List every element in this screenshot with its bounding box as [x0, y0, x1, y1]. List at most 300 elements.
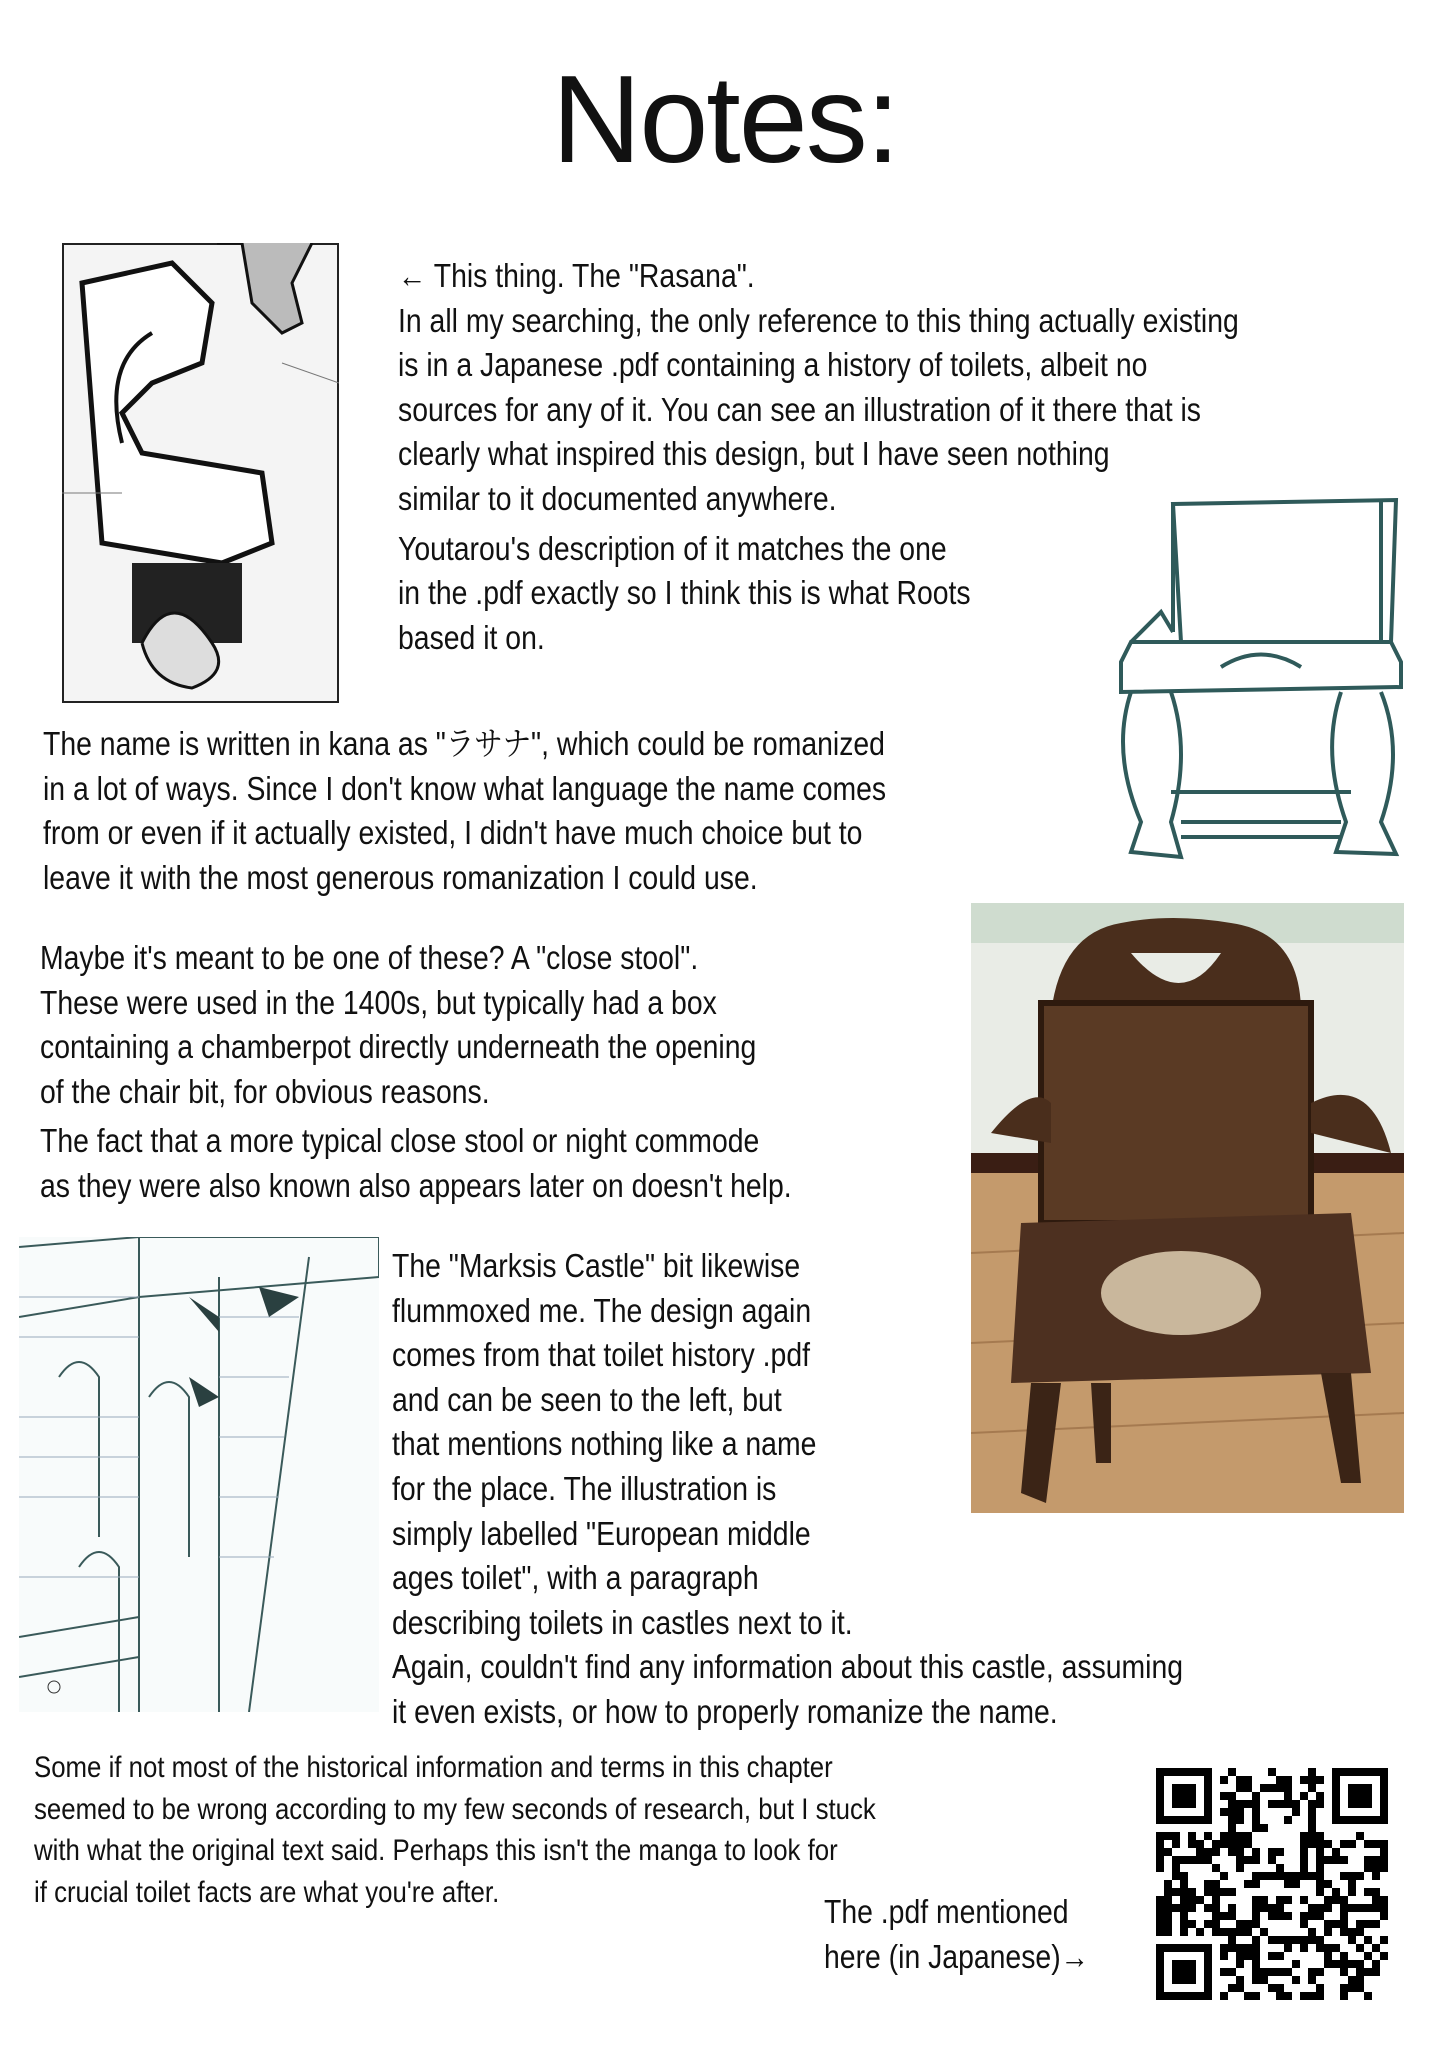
qr-module	[1156, 1920, 1164, 1928]
qr-module	[1348, 1888, 1356, 1896]
qr-module	[1236, 1816, 1244, 1824]
qr-module	[1188, 1832, 1196, 1840]
text-line: Maybe it's meant to be one of these? A "close stool".	[40, 939, 699, 976]
qr-module	[1348, 1984, 1356, 1992]
qr-module	[1380, 1864, 1388, 1872]
qr-module	[1156, 1896, 1164, 1904]
qr-module	[1228, 1968, 1236, 1976]
qr-module	[1340, 1840, 1348, 1848]
qr-module	[1380, 1912, 1388, 1920]
qr-module	[1356, 1832, 1364, 1840]
text-line: based it on.	[398, 618, 545, 656]
qr-module	[1164, 1880, 1172, 1888]
qr-module	[1284, 1792, 1292, 1800]
qr-module	[1300, 1936, 1308, 1944]
qr-module	[1220, 1944, 1228, 1952]
qr-module	[1324, 1896, 1332, 1904]
qr-module	[1372, 1920, 1380, 1928]
qr-module	[1180, 1912, 1188, 1920]
qr-module	[1292, 1872, 1300, 1880]
qr-module	[1252, 1800, 1260, 1808]
qr-module	[1356, 1960, 1364, 1968]
qr-module	[1316, 1800, 1324, 1808]
qr-module	[1316, 1872, 1324, 1880]
qr-module	[1276, 1848, 1284, 1856]
qr-module	[1364, 1856, 1372, 1864]
qr-module	[1164, 1904, 1172, 1912]
qr-module	[1316, 1984, 1324, 1992]
qr-module	[1172, 1960, 1196, 1984]
qr-module	[1364, 1904, 1372, 1912]
qr-module	[1164, 1848, 1172, 1856]
qr-module	[1364, 1840, 1372, 1848]
qr-module	[1252, 1960, 1260, 1968]
qr-module	[1300, 1992, 1308, 2000]
qr-module	[1228, 1816, 1236, 1824]
qr-module	[1220, 1888, 1228, 1896]
qr-module	[1356, 1920, 1364, 1928]
qr-module	[1276, 1864, 1284, 1872]
qr-module	[1228, 1888, 1236, 1896]
qr-module	[1268, 1848, 1276, 1856]
qr-module	[1236, 1984, 1244, 1992]
qr-module	[1220, 1928, 1228, 1936]
qr-module	[1204, 1904, 1212, 1912]
page-title: Notes:	[551, 51, 899, 189]
qr-module	[1348, 1960, 1356, 1968]
qr-module	[1204, 1880, 1212, 1888]
qr-module	[1268, 1936, 1276, 1944]
qr-module	[1164, 1912, 1172, 1920]
qr-module	[1236, 1960, 1244, 1968]
qr-module	[1324, 1928, 1332, 1936]
qr-module	[1188, 1920, 1196, 1928]
qr-module	[1364, 1952, 1372, 1960]
qr-module	[1340, 1960, 1348, 1968]
text-line: Some if not most of the historical information and terms in this chapter	[34, 1751, 833, 1784]
qr-module	[1252, 1920, 1260, 1928]
text-line: is in a Japanese .pdf containing a history of toilets, albeit no	[398, 346, 1148, 384]
qr-module	[1236, 1800, 1244, 1808]
text-line: clearly what inspired this design, but I have seen nothing	[398, 435, 1110, 473]
qr-module	[1364, 1968, 1372, 1976]
qr-module	[1252, 1848, 1260, 1856]
qr-module	[1172, 1856, 1180, 1864]
qr-module	[1284, 1816, 1292, 1824]
qr-module	[1316, 1944, 1324, 1952]
qr-module	[1268, 1784, 1276, 1792]
qr-module	[1172, 1864, 1180, 1872]
text-line: Again, couldn't find any information about this castle, assuming	[392, 1648, 1184, 1686]
qr-module	[1260, 1928, 1268, 1936]
qr-module	[1164, 1888, 1172, 1896]
qr-module	[1204, 1832, 1212, 1840]
text-line: containing a chamberpot directly underneath the opening	[40, 1028, 757, 1066]
qr-module	[1348, 1904, 1356, 1912]
qr-module	[1316, 1792, 1324, 1800]
qr-module	[1316, 1856, 1324, 1864]
qr-module	[1348, 1880, 1356, 1888]
qr-module	[1276, 1936, 1284, 1944]
qr-module	[1212, 1840, 1220, 1848]
qr-module	[1228, 1848, 1236, 1856]
qr-module	[1364, 1992, 1372, 2000]
qr-module	[1340, 1896, 1348, 1904]
qr-module	[1276, 1968, 1284, 1976]
qr-module	[1380, 1896, 1388, 1904]
qr-module	[1212, 1904, 1220, 1912]
qr-module	[1212, 1888, 1220, 1896]
text-line: for the place. The illustration is	[392, 1469, 777, 1507]
qr-module	[1284, 1912, 1292, 1920]
qr-module	[1180, 1928, 1188, 1936]
text-line: here (in Japanese)→	[824, 1937, 1090, 1975]
qr-module	[1228, 1808, 1236, 1816]
rasana-illustration	[1111, 492, 1405, 868]
qr-module	[1252, 1944, 1260, 1952]
text-line: The "Marksis Castle" bit likewise	[392, 1247, 801, 1284]
qr-module	[1220, 1792, 1228, 1800]
qr-module	[1260, 1824, 1268, 1832]
qr-module	[1236, 1928, 1244, 1936]
text-line: sources for any of it. You can see an illustration of it there that is	[398, 390, 1201, 428]
qr-module	[1316, 1992, 1324, 2000]
qr-module	[1188, 1904, 1196, 1912]
qr-module	[1212, 1864, 1220, 1872]
qr-module	[1220, 1832, 1228, 1840]
qr-module	[1228, 1984, 1236, 1992]
qr-module	[1212, 1880, 1220, 1888]
qr-module	[1316, 1864, 1324, 1872]
qr-module	[1212, 1912, 1220, 1920]
qr-module	[1292, 1880, 1300, 1888]
qr-module	[1196, 1840, 1204, 1848]
qr-module	[1324, 1920, 1332, 1928]
qr-module	[1228, 1840, 1236, 1848]
qr-module	[1228, 1800, 1236, 1808]
qr-module	[1324, 1856, 1332, 1864]
qr-module	[1156, 1912, 1164, 1920]
qr-module	[1276, 1776, 1284, 1784]
qr-module	[1236, 1808, 1244, 1816]
qr-module	[1316, 1832, 1324, 1840]
qr-module	[1268, 1952, 1276, 1960]
text-line: as they were also known also appears later on doesn't help.	[40, 1166, 792, 1204]
qr-module	[1300, 1832, 1308, 1840]
qr-module	[1300, 1896, 1308, 1904]
qr-module	[1196, 1848, 1204, 1856]
qr-module	[1292, 1808, 1300, 1816]
qr-module	[1212, 1848, 1220, 1856]
qr-module	[1172, 1888, 1180, 1896]
qr-module	[1316, 1888, 1324, 1896]
qr-module	[1340, 1968, 1348, 1976]
qr-module	[1252, 1904, 1260, 1912]
qr-module	[1220, 1912, 1228, 1920]
qr-module	[1300, 1856, 1308, 1864]
text-line: comes from that toilet history .pdf	[392, 1336, 810, 1374]
qr-module	[1300, 1840, 1308, 1848]
qr-module	[1268, 1984, 1276, 1992]
qr-module	[1356, 1976, 1364, 1984]
qr-module	[1324, 1904, 1332, 1912]
qr-module	[1284, 1992, 1292, 2000]
qr-module	[1308, 1824, 1316, 1832]
qr-module	[1252, 1872, 1260, 1880]
qr-module	[1380, 1840, 1388, 1848]
qr-module	[1308, 1992, 1316, 2000]
close-stool-notes	[40, 936, 792, 1209]
qr-module	[1196, 1856, 1204, 1864]
qr-module	[1316, 1776, 1324, 1784]
qr-module	[1252, 1896, 1260, 1904]
qr-module	[1252, 1824, 1260, 1832]
qr-module	[1204, 1920, 1212, 1928]
qr-module	[1300, 1912, 1308, 1920]
qr-module	[1284, 1968, 1292, 1976]
qr-module	[1276, 1952, 1284, 1960]
qr-module	[1300, 1920, 1308, 1928]
qr-module	[1308, 1784, 1316, 1792]
qr-module	[1300, 1848, 1308, 1856]
qr-module	[1260, 1784, 1268, 1792]
qr-module	[1356, 1928, 1364, 1936]
qr-module	[1284, 1936, 1292, 1944]
qr-module	[1252, 1808, 1260, 1816]
qr-module	[1236, 1920, 1244, 1928]
qr-module	[1244, 1776, 1252, 1784]
manga-panel-image	[62, 243, 339, 703]
qr-module	[1324, 1840, 1332, 1848]
qr-module	[1284, 1944, 1292, 1952]
qr-module	[1372, 1904, 1380, 1912]
qr-module	[1180, 1888, 1188, 1896]
text-line: from or even if it actually existed, I didn't have much choice but to	[43, 814, 863, 852]
qr-module	[1340, 1904, 1348, 1912]
qr-module	[1260, 1872, 1268, 1880]
qr-module	[1172, 1832, 1180, 1840]
qr-module	[1356, 1984, 1364, 1992]
qr-module	[1332, 1848, 1340, 1856]
qr-module	[1188, 1856, 1196, 1864]
qr-module	[1324, 1880, 1332, 1888]
text-line: it even exists, or how to properly romanize the name.	[392, 1692, 1058, 1730]
qr-module	[1324, 1944, 1332, 1952]
qr-module	[1348, 1872, 1356, 1880]
qr-module	[1316, 1840, 1324, 1848]
qr-module	[1164, 1920, 1172, 1928]
qr-module	[1156, 1864, 1164, 1872]
qr-module	[1276, 1984, 1284, 1992]
text-line: These were used in the 1400s, but typically had a box	[40, 983, 717, 1021]
qr-module	[1244, 1928, 1252, 1936]
qr-module	[1244, 1784, 1252, 1792]
text-line: The fact that a more typical close stool or night commode	[40, 1122, 760, 1160]
qr-module	[1292, 1976, 1300, 1984]
qr-module	[1156, 1840, 1164, 1848]
qr-module	[1204, 1888, 1212, 1896]
qr-module	[1220, 1840, 1228, 1848]
kana-name-notes	[43, 722, 886, 900]
qr-module	[1244, 1800, 1252, 1808]
qr-module	[1364, 1888, 1372, 1896]
qr-module	[1356, 1904, 1364, 1912]
qr-module	[1252, 1968, 1260, 1976]
qr-module	[1348, 1936, 1356, 1944]
qr-module	[1348, 1784, 1372, 1808]
qr-module	[1196, 1896, 1204, 1904]
qr-module	[1228, 1912, 1236, 1920]
qr-module	[1268, 1904, 1276, 1912]
qr-module	[1300, 1864, 1308, 1872]
qr-module	[1372, 1864, 1380, 1872]
qr-module	[1308, 1912, 1316, 1920]
qr-module	[1348, 1840, 1356, 1848]
qr-module	[1316, 1936, 1324, 1944]
qr-module	[1244, 1992, 1252, 2000]
qr-module	[1332, 1888, 1340, 1896]
qr-module	[1260, 1968, 1268, 1976]
qr-module	[1332, 1944, 1340, 1952]
qr-module	[1324, 1960, 1332, 1968]
qr-module	[1180, 1880, 1188, 1888]
qr-module	[1244, 1880, 1252, 1888]
qr-module	[1156, 1928, 1164, 1936]
qr-module	[1332, 1856, 1340, 1864]
qr-module	[1260, 1896, 1268, 1904]
qr-module	[1348, 1976, 1356, 1984]
qr-module	[1252, 1952, 1260, 1960]
qr-module	[1236, 1832, 1244, 1840]
qr-module	[1236, 1944, 1244, 1952]
qr-module	[1244, 1952, 1252, 1960]
text-line: in a lot of ways. Since I don't know what language the name comes	[43, 769, 887, 807]
qr-module	[1220, 1808, 1228, 1816]
qr-module	[1156, 1856, 1164, 1864]
qr-module	[1316, 1904, 1324, 1912]
qr-module	[1244, 1920, 1252, 1928]
qr-module	[1252, 1880, 1260, 1888]
text-line: that mentions nothing like a name	[392, 1425, 817, 1463]
qr-module	[1252, 1856, 1260, 1864]
qr-module	[1340, 1928, 1348, 1936]
qr-module	[1340, 1920, 1348, 1928]
qr-module	[1236, 1976, 1244, 1984]
qr-module	[1244, 1944, 1252, 1952]
qr-module	[1228, 1936, 1236, 1944]
castle-toilet-illustration	[19, 1237, 379, 1712]
qr-module	[1204, 1848, 1212, 1856]
qr-module	[1356, 1968, 1364, 1976]
qr-module	[1308, 1872, 1316, 1880]
qr-module	[1364, 1864, 1372, 1872]
qr-module	[1228, 1792, 1236, 1800]
qr-module	[1252, 1912, 1260, 1920]
text-line: Youtarou's description of it matches the one	[398, 529, 947, 567]
qr-module	[1228, 1824, 1236, 1832]
qr-module	[1292, 1936, 1300, 1944]
qr-module	[1228, 1904, 1236, 1912]
text-line: ages toilet", with a paragraph	[392, 1559, 759, 1597]
qr-module	[1236, 1776, 1244, 1784]
qr-module	[1284, 1880, 1292, 1888]
qr-module	[1356, 1944, 1364, 1952]
qr-module	[1332, 1920, 1340, 1928]
qr-module	[1260, 1904, 1268, 1912]
qr-module	[1308, 1928, 1316, 1936]
qr-module	[1340, 1984, 1348, 1992]
qr-module	[1156, 1832, 1164, 1840]
qr-module	[1308, 1776, 1316, 1784]
text-line: simply labelled "European middle	[392, 1514, 811, 1552]
qr-module	[1180, 1920, 1188, 1928]
qr-module	[1300, 1872, 1308, 1880]
text-line: The name is written in kana as "ラサナ", which could be romanized	[43, 725, 885, 762]
qr-module	[1308, 1840, 1316, 1848]
qr-module	[1212, 1928, 1220, 1936]
qr-module	[1172, 1784, 1196, 1808]
text-line: flummoxed me. The design again	[392, 1291, 812, 1329]
qr-module	[1372, 1840, 1380, 1848]
qr-module	[1236, 1848, 1244, 1856]
qr-module	[1268, 1768, 1276, 1776]
qr-module	[1252, 1992, 1260, 2000]
qr-module	[1340, 1952, 1348, 1960]
text-line: if crucial toilet facts are what you're after.	[34, 1875, 500, 1909]
castle-notes	[392, 1244, 1183, 1735]
qr-module	[1308, 1976, 1316, 1984]
text-line: and can be seen to the left, but	[392, 1380, 782, 1418]
qr-module	[1380, 1936, 1388, 1944]
qr-module	[1276, 1800, 1284, 1808]
qr-module	[1204, 1856, 1212, 1864]
qr-module	[1308, 1816, 1316, 1824]
qr-module	[1196, 1928, 1204, 1936]
qr-module	[1372, 1960, 1380, 1968]
qr-module	[1300, 1776, 1308, 1784]
qr-module	[1300, 1944, 1308, 1952]
qr-module	[1316, 1880, 1324, 1888]
qr-module	[1300, 1792, 1308, 1800]
qr-module	[1276, 1872, 1284, 1880]
text-line: similar to it documented anywhere.	[398, 479, 837, 517]
qr-module	[1228, 1768, 1236, 1776]
qr-module	[1156, 1848, 1164, 1856]
qr-module	[1276, 1992, 1284, 2000]
qr-module	[1268, 1856, 1276, 1864]
qr-module	[1252, 1792, 1260, 1800]
qr-module	[1340, 1912, 1348, 1920]
qr-module	[1284, 1800, 1292, 1808]
qr-module	[1228, 1832, 1236, 1840]
qr-module	[1380, 1904, 1388, 1912]
qr-module	[1228, 1944, 1236, 1952]
qr-module	[1372, 1888, 1380, 1896]
qr-module	[1332, 1960, 1340, 1968]
pdf-note	[824, 1890, 1089, 1979]
qr-code[interactable]	[1156, 1768, 1388, 2000]
closing-notes	[34, 1747, 876, 1913]
qr-module	[1268, 1968, 1276, 1976]
qr-module	[1308, 1768, 1316, 1776]
qr-module	[1220, 1872, 1228, 1880]
qr-module	[1180, 1904, 1188, 1912]
qr-module	[1172, 1904, 1180, 1912]
qr-module	[1284, 1776, 1292, 1784]
text-line: describing toilets in castles next to it.	[392, 1603, 853, 1641]
qr-module	[1260, 1976, 1268, 1984]
qr-module	[1236, 1864, 1244, 1872]
